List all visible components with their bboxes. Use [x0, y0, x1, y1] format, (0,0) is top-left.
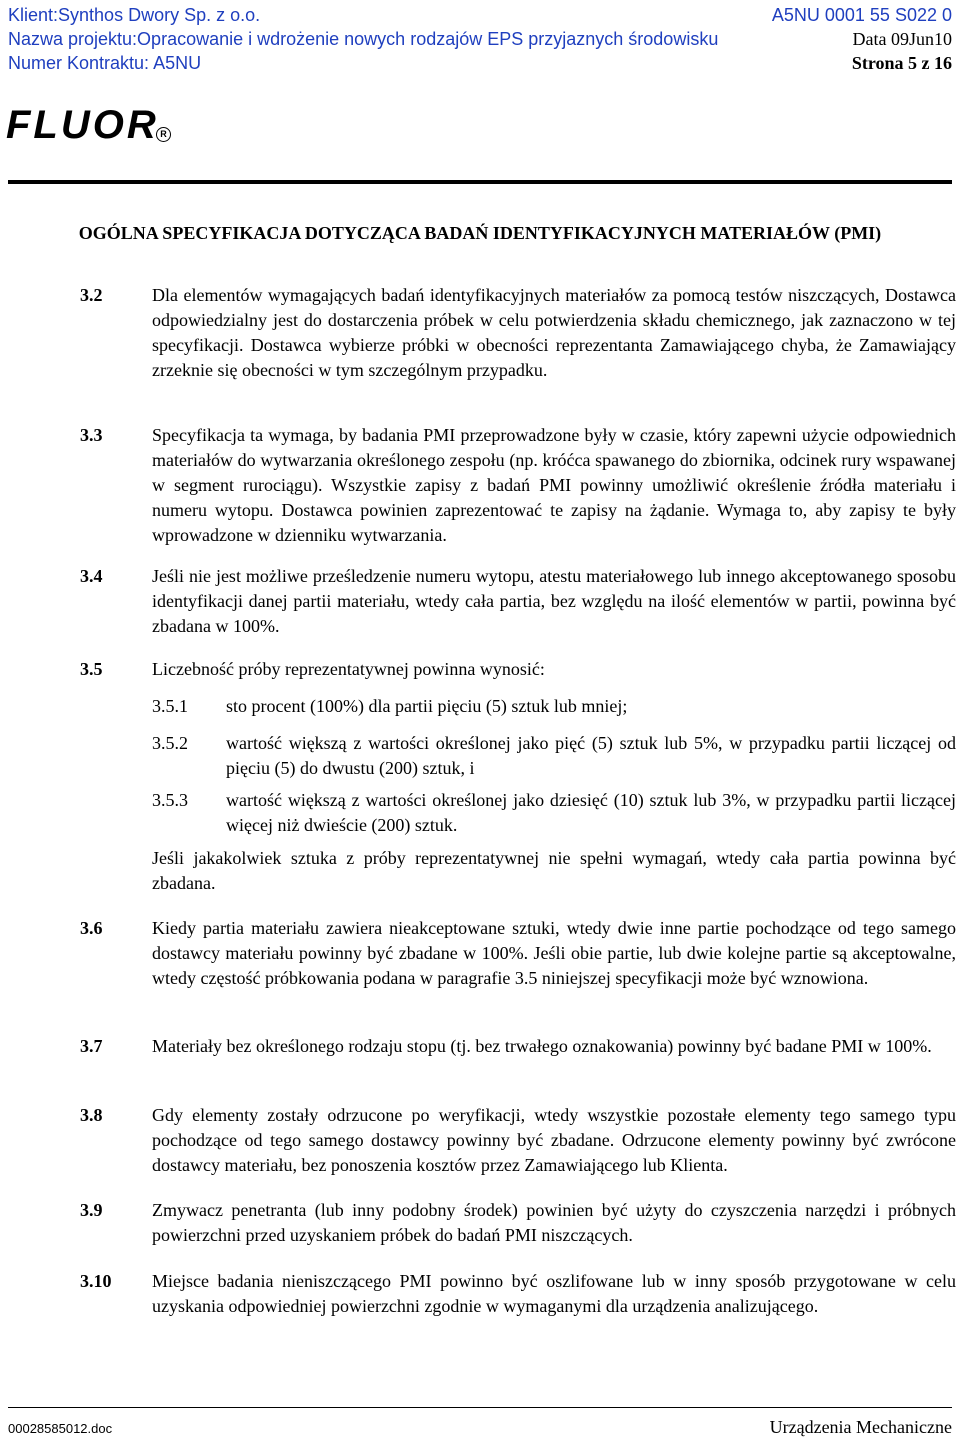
section-text: Kiedy partia materiału zawiera nieakceptowane sztuki, wtedy dwie inne partie pochodzące od tego samego dostawcy materiału powinny być zbadane w 100%. Jeśli obie partie, lub dwie kolejne partie są akceptowalne, wtedy częstość próbkowania podana w paragrafie 3.5 niniejszej specyfikacji może być wznowiona. [152, 918, 956, 988]
subsection-number: 3.5.2 [152, 733, 188, 753]
section-text: Miejsce badania nieniszczącego PMI powinno być oszlifowane lub w inny sposób przygotowane w celu uzyskania odpowiedniej powierzchni zgodnie w wymaganymi dla urządzenia analizującego. [152, 1271, 956, 1316]
section-3-10 [80, 1269, 956, 1319]
subsection-number: 3.5.1 [152, 696, 188, 716]
section-text: Liczebność próby reprezentatywnej powinna wynosić: [152, 659, 545, 679]
section-number: 3.8 [80, 1105, 103, 1125]
section-number: 3.3 [80, 425, 103, 445]
document-code: A5NU 0001 55 S022 0 [771, 5, 952, 25]
section-text: Zmywacz penetranta (lub inny podobny środek) powinien być użyty do czyszczenia narzędzi i próbnych powierzchni przed uzyskaniem próbek do badań PMI niszczących. [152, 1200, 956, 1245]
section-3-8 [80, 1103, 956, 1178]
fluor-logo [6, 103, 167, 147]
subsection-number: 3.5.3 [152, 790, 188, 810]
section-3-2 [80, 283, 956, 383]
subsection-text: wartość większą z wartości określonej jako pięć (5) sztuk lub 5%, w przypadku partii liczącej od pięciu (5) do dwustu (200) sztuk, i [226, 733, 956, 778]
subsection-3-5-2 [152, 731, 956, 781]
footer-filename: 00028585012.doc [8, 1421, 113, 1436]
section-3-6 [80, 916, 956, 991]
section-number: 3.6 [80, 918, 103, 938]
page-number: Strona 5 z 16 [851, 53, 952, 73]
section-number: 3.2 [80, 285, 103, 305]
document-date: Data 09Jun10 [852, 29, 952, 49]
section-3-3 [80, 423, 956, 548]
contract-number: Numer Kontraktu: A5NU [8, 53, 202, 73]
subsection-text: sto procent (100%) dla partii pięciu (5) sztuk lub mniej; [226, 696, 628, 716]
subsection-text: wartość większą z wartości określonej jako dziesięć (10) sztuk lub 3%, w przypadku partii liczącej więcej niż dwieście (200) sztuk. [226, 790, 956, 835]
section-text: Materiały bez określonego rodzaju stopu (tj. bez trwałego oznakowania) powinny być badane PMI w 100%. [152, 1036, 932, 1056]
header-divider [8, 180, 952, 184]
section-3-4 [80, 564, 956, 639]
section-3-9 [80, 1198, 956, 1248]
project-name: Nazwa projektu:Opracowanie i wdrożenie nowych rodzajów EPS przyjaznych środowisku [8, 29, 719, 49]
section-number: 3.4 [80, 566, 103, 586]
section-text: Specyfikacja ta wymaga, by badania PMI przeprowadzone były w czasie, który zapewni użycie odpowiednich materiałów do wytwarzania określonego zespołu (np. króćca spawanego do zbiornika, odcinek rury wspawanej w segment rurociągu). Wszystkie zapisy z badań PMI powinny umożliwić określenie źródła materiału i numeru wytopu. Dostawca powinien zaprezentować te zapisy na żądanie. Wymaga to, aby zapisy te były wprowadzone w dzienniku wytwarzania. [152, 425, 956, 545]
subsection-3-5-1 [152, 694, 956, 719]
section-number: 3.9 [80, 1200, 103, 1220]
header-line-3 [8, 52, 952, 74]
section-number: 3.10 [80, 1271, 112, 1291]
client-name: Klient:Synthos Dwory Sp. z o.o. [8, 5, 261, 25]
footer-divider [8, 1407, 952, 1408]
subsection-3-5-3 [152, 788, 956, 838]
section-text: Dla elementów wymagających badań identyfikacyjnych materiałów za pomocą testów niszczących, Dostawca odpowiedzialny jest do dostarczenia próbek w celu potwierdzenia składu chemicznego, jak zaznaczono w tej specyfikacji. Dostawca wybierze próbki w obecności reprezentanta Zamawiającego chyba, że Zamawiający zrzeknie się obecności w tym szczególnym przypadku. [152, 285, 956, 380]
section-number: 3.7 [80, 1036, 103, 1056]
header-line-1 [8, 4, 952, 26]
section-3-5 [80, 657, 956, 682]
document-title: OGÓLNA SPECYFIKACJA DOTYCZĄCA BADAŃ IDENTYFIKACYJNYCH MATERIAŁÓW (PMI) [78, 223, 882, 243]
logo-text: FLUOR [6, 103, 159, 147]
section-text: Gdy elementy zostały odrzucone po weryfikacji, wtedy wszystkie pozostałe elementy tego samego typu pochodzące od tego samego dostawcy powinny być zbadane. Odrzucone elementy powinny być zwrócone dostawcy materiału, bez ponoszenia kosztów przez Zamawiającego lub Klienta. [152, 1105, 956, 1175]
section-text: Jeśli nie jest możliwe prześledzenie numeru wytopu, atestu materiałowego lub innego akceptowanego sposobu identyfikacji danej partii materiału, wtedy cała partia, bez względu na ilość elementów w partii, powinna być zbadana w 100%. [152, 566, 956, 636]
section-number: 3.5 [80, 659, 103, 679]
footer-category: Urządzenia Mechaniczne [769, 1417, 952, 1437]
header-line-2 [8, 28, 952, 50]
section-3-7 [80, 1034, 956, 1059]
registered-mark-icon: R [156, 127, 171, 142]
section-3-5-note: Jeśli jakakolwiek sztuka z próby reprezentatywnej nie spełni wymagań, wtedy cała partia powinna być zbadana. [152, 848, 956, 893]
